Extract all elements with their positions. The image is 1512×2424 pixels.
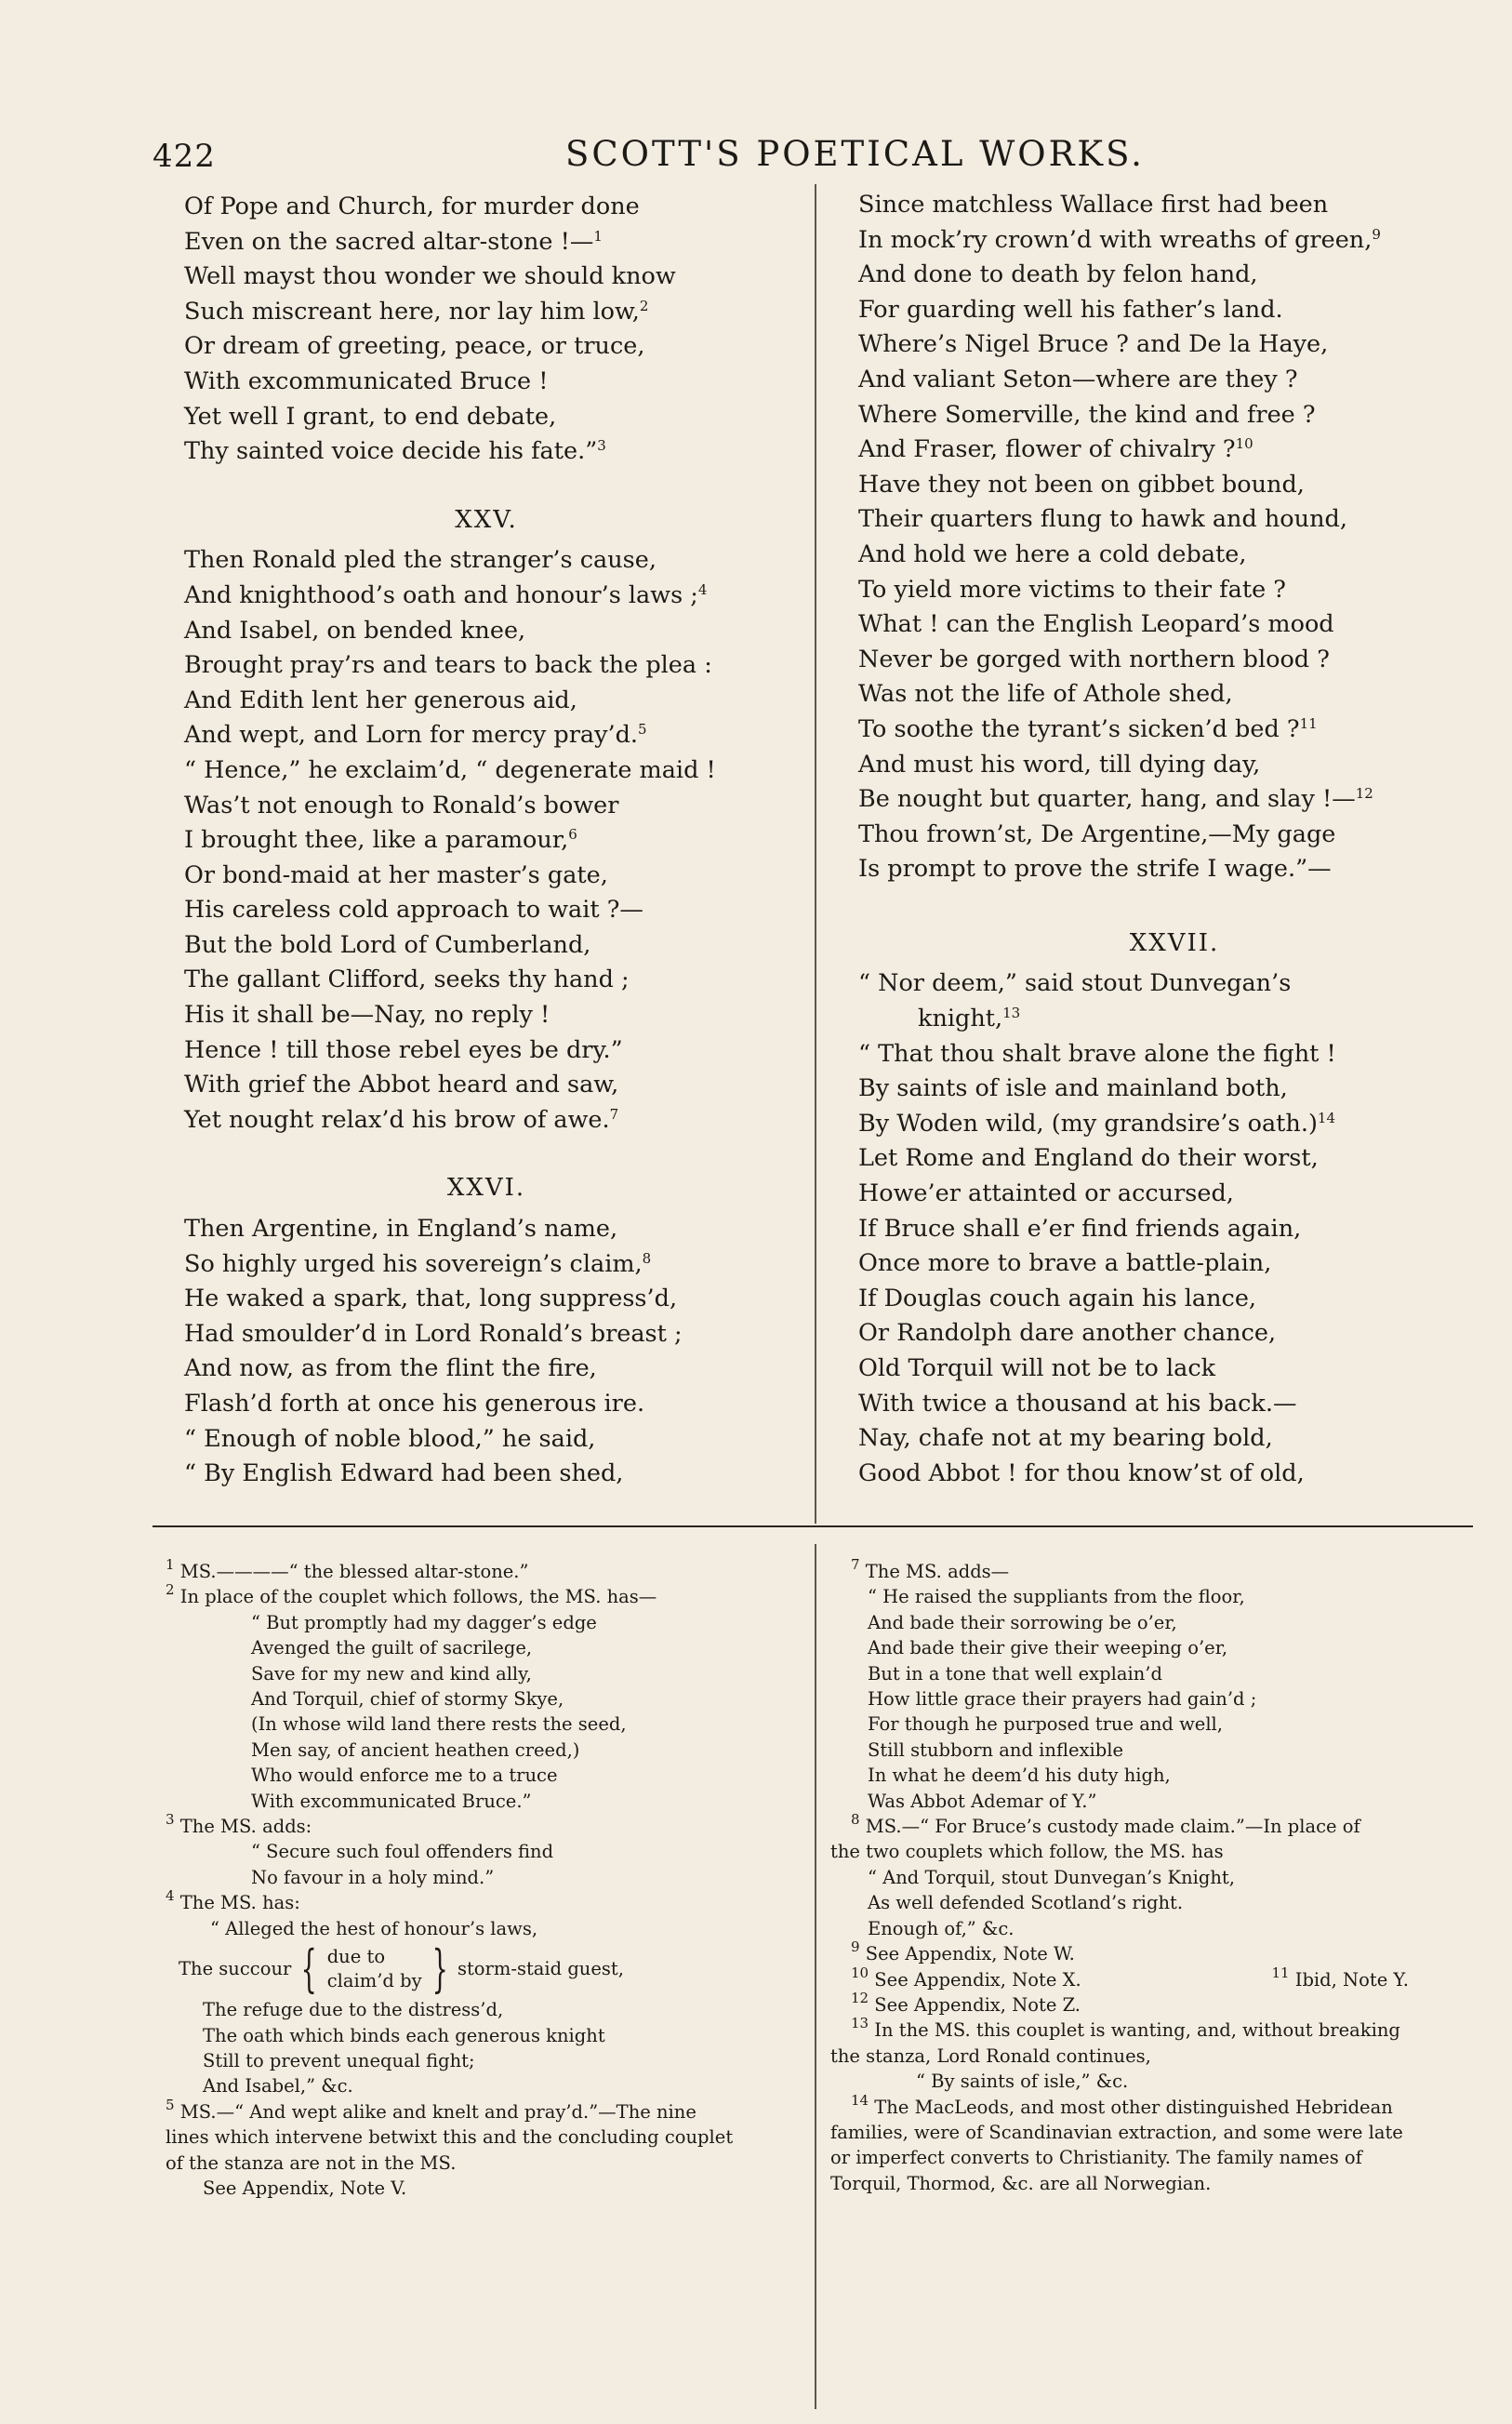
poem-line: [184, 893, 789, 928]
variant-option: claim’d by: [326, 1970, 422, 1992]
footnote-number: 11: [1271, 1964, 1290, 1981]
stanza-heading-xxv: XXV.: [455, 505, 518, 534]
right-brace-icon: }: [431, 1939, 448, 1999]
footnote-line: And Torquil, chief of stormy Skye,: [251, 1688, 564, 1711]
footnote-number: 5: [166, 2096, 175, 2113]
footnote-3: [166, 1811, 816, 1839]
poem-line-text: Even on the sacred altar-stone !—: [184, 227, 594, 256]
footnote-quote: [830, 1865, 1481, 1941]
poem-line-text: And valiant Seton—where are they ?: [858, 365, 1298, 393]
poem-line: [184, 1103, 789, 1139]
footnote-line: In what he deem’d his duty high,: [868, 1765, 1171, 1787]
footnote-6: See Appendix, Note V.: [203, 2177, 407, 2199]
stanza-heading-xxvi: XXVI.: [446, 1174, 526, 1203]
poem-line-text: With twice a thousand at his back.—: [858, 1389, 1297, 1418]
succour-variant: [166, 1941, 816, 1997]
footnote-quote: [830, 1584, 1481, 1814]
footnote-quote-line: “ Alleged the hest of honour’s laws,: [210, 1917, 538, 1939]
poem-line-text: Hence ! till those rebel eyes be dry.”: [184, 1035, 623, 1064]
poem-line: [858, 502, 1491, 538]
footnote-line: lines which intervene betwixt this and the concluding couplet: [166, 2126, 734, 2149]
poem-line: [184, 823, 789, 859]
footnote-ref: 4: [697, 580, 708, 598]
poem-line: [184, 718, 789, 753]
footnote-quote: [166, 1997, 816, 2099]
poem-line-text: His careless cold approach to wait ?—: [184, 896, 643, 925]
footnote-number: 2: [166, 1581, 175, 1599]
footnote-10: [851, 1964, 1081, 1992]
footnote-text: The MS. adds—: [865, 1561, 1010, 1582]
poem-line-text: With excommunicated Bruce !: [184, 366, 549, 395]
poem-line: [858, 607, 1491, 643]
footnote-line: of the stanza are not in the MS.: [166, 2151, 457, 2174]
poem-line: [858, 327, 1491, 363]
poem-line-text: And Edith lent her generous aid,: [184, 686, 577, 714]
footnote-line: or imperfect converts to Christianity. The family names of: [830, 2147, 1362, 2169]
poem-line: [184, 753, 789, 789]
poem-line: [184, 928, 789, 964]
poem-line-text: And Isabel, on bended knee,: [184, 616, 526, 645]
poem-line: [858, 573, 1491, 608]
poem-line-text: Yet well I grant, to end debate,: [184, 402, 557, 431]
poem-line-text: Let Rome and England do their worst,: [858, 1144, 1319, 1173]
footnote-line: With excommunicated Bruce.”: [251, 1790, 532, 1812]
poem-line: [184, 998, 789, 1033]
poem-line: [184, 1033, 789, 1069]
poem-line-text: Well mayst thou wonder we should know: [184, 262, 676, 291]
footnote-text: The MS. adds:: [179, 1816, 312, 1838]
footnote-line: For though he purposed true and well,: [868, 1713, 1223, 1736]
footnote-line: (In whose wild land there rests the seed,: [251, 1713, 627, 1736]
poem-line: [858, 363, 1491, 398]
poem-line: [184, 1387, 789, 1422]
footnote-line: No favour in a holy mind.”: [251, 1866, 495, 1888]
poem-line-text: “ By English Edward had been shed,: [184, 1459, 624, 1488]
poem-line-text: The gallant Clifford, seeks thy hand ;: [184, 966, 630, 994]
poem-line-text: Howe’er attainted or accursed,: [858, 1179, 1234, 1208]
poem-line-text: I brought thee, like a paramour,: [184, 826, 569, 855]
poem-line-text: Thou frown’st, De Argentine,—My gage: [858, 819, 1336, 848]
poem-line-text: And now, as from the flint the fire,: [184, 1354, 597, 1383]
poem-line: [184, 400, 789, 435]
poem-line: [858, 782, 1491, 818]
footnote-number: 4: [166, 1887, 175, 1905]
poem-line-text: “ Nor deem,” said stout Dunvegan’s: [858, 969, 1292, 998]
poem-line-text: Be nought but quarter, hang, and slay !—: [858, 785, 1356, 814]
poem-line: [858, 1246, 1491, 1282]
left-column: [184, 190, 789, 1492]
footnote-text: The MacLeods, and most other distinguished Hebridean: [874, 2096, 1393, 2118]
footnote-2: [166, 1581, 816, 1609]
footnotes-left: [166, 1556, 816, 2201]
footnote-line: Was Abbot Ademar of Y.”: [868, 1790, 1097, 1812]
poem-line: [184, 543, 789, 579]
poem-line-text: By saints of isle and mainland both,: [858, 1074, 1288, 1103]
poem-line-text: Since matchless Wallace first had been: [858, 191, 1329, 219]
poem-line-text: He waked a spark, that, long suppress’d,: [184, 1285, 678, 1313]
footnote-13: [830, 2015, 1481, 2043]
footnote-line: Avenged the guilt of sacrilege,: [251, 1637, 533, 1659]
poem-line-text: By Woden wild, (my grandsire’s oath.): [858, 1109, 1318, 1138]
poem-line: [858, 1282, 1491, 1317]
variant-label: The succour: [179, 1958, 292, 1980]
poem-line: [858, 852, 1491, 887]
footnote-quote: [166, 1610, 816, 1814]
footnote-ref: 3: [597, 437, 606, 455]
poem-line-text: But the bold Lord of Cumberland,: [184, 930, 591, 959]
poem-line-text: Never be gorged with northern blood ?: [858, 645, 1330, 673]
footnote-number: 3: [166, 1811, 175, 1829]
footnote-number: 14: [851, 2091, 869, 2109]
poem-line-text: Then Argentine, in England’s name,: [184, 1215, 618, 1244]
poem-line-text: Once more to brave a battle-plain,: [858, 1249, 1272, 1278]
poem-line-text: To soothe the tyrant’s sicken’d bed ?: [858, 714, 1300, 743]
variant-tail: storm-staid guest,: [457, 1958, 624, 1980]
poem-line-text: Where Somerville, the kind and free ?: [858, 400, 1316, 429]
footnote-line: Who would enforce me to a truce: [251, 1765, 558, 1787]
running-title: SCOTT'S POETICAL WORKS.: [565, 134, 1145, 174]
footnote-1: [166, 1556, 816, 1584]
poem-line-text: And wept, and Lorn for mercy pray’d.: [184, 721, 639, 750]
poem-line: [184, 329, 789, 365]
footnote-ref: 5: [638, 721, 647, 739]
footnote-text: MS.—“ For Bruce’s custody made claim.”—In place of: [865, 1816, 1360, 1838]
footnote-line: Save for my new and kind ally,: [251, 1662, 532, 1685]
footnote-line: And Isabel,” &c.: [203, 2075, 353, 2098]
poem-line: [184, 190, 789, 225]
left-brace-icon: {: [300, 1939, 318, 1999]
poem-line-text: For guarding well his father’s land.: [858, 295, 1283, 324]
poem-line-text: To yield more victims to their fate ?: [858, 575, 1286, 604]
footnote-number: 13: [851, 2015, 869, 2032]
footnote-text: Ibid, Note Y.: [1294, 1968, 1409, 1991]
poem-line: [184, 260, 789, 295]
poem-line: [184, 434, 789, 470]
poem-line-text: And must his word, till dying day,: [858, 750, 1261, 779]
footnote-line: Enough of,” &c.: [868, 1917, 1015, 1939]
poem-line: [858, 258, 1491, 293]
poem-line-text: Was’t not enough to Ronald’s bower: [184, 791, 619, 819]
footnote-12: [830, 1989, 1481, 2018]
footnote-line: As well defended Scotland’s right.: [868, 1892, 1184, 1914]
footnote-text: See Appendix, Note W.: [865, 1943, 1075, 1965]
footnote-14: [830, 2091, 1481, 2120]
poem-line-text: Their quarters flung to hawk and hound,: [858, 505, 1347, 534]
poem-line: [858, 1316, 1491, 1352]
footnote-line: Still to prevent unequal fight;: [203, 2049, 475, 2071]
poem-line: [858, 643, 1491, 678]
poem-line: [858, 1037, 1491, 1072]
poem-line: [184, 1317, 789, 1352]
poem-line-text: And hold we here a cold debate,: [858, 539, 1247, 568]
poem-line: [858, 1141, 1491, 1177]
footnote-11: [1271, 1964, 1409, 1992]
footnote-number: 10: [851, 1964, 869, 1981]
poem-line-text: Nay, chafe not at my bearing bold,: [858, 1424, 1273, 1453]
stanza-heading-xxvii: XXVII.: [1129, 928, 1220, 957]
footnote-4: [166, 1887, 816, 1915]
footnote-ref: 11: [1299, 714, 1318, 732]
footnote-line: How little grace their prayers had gain’d ;: [868, 1688, 1257, 1711]
footnote-number: 8: [851, 1811, 860, 1829]
footnote-line: “ He raised the suppliants from the floor,: [868, 1586, 1245, 1608]
footnote-9: [830, 1938, 1481, 1966]
stanza-xxv: [184, 543, 789, 1138]
footnote-text: See Appendix, Note X.: [874, 1968, 1081, 1991]
poem-line: [858, 1107, 1491, 1142]
footnote-text: In the MS. this couplet is wanting, and, without breaking: [874, 2019, 1400, 2042]
poem-line: [858, 677, 1491, 713]
footnote-continuation: [830, 2120, 1481, 2196]
poem-line-text: With grief the Abbot heard and saw,: [184, 1071, 619, 1099]
poem-line: [858, 538, 1491, 573]
poem-line-text: Brought pray’rs and tears to back the plea :: [184, 651, 712, 680]
footnote-ref: 14: [1317, 1109, 1335, 1126]
poem-line-text: What ! can the English Leopard’s mood: [858, 610, 1334, 639]
poem-line: [858, 1072, 1491, 1107]
footnote-line: The oath which binds each generous knight: [203, 2024, 605, 2046]
poem-line-text: Of Pope and Church, for murder done: [184, 193, 640, 220]
poem-line-text: Such miscreant here, nor lay him low,: [184, 297, 640, 326]
poem-line: [858, 398, 1491, 433]
poem-line-text: Or Randolph dare another chance,: [858, 1319, 1277, 1348]
poem-line-text: Is prompt to prove the strife I wage.”—: [858, 855, 1332, 884]
poem-line: [858, 966, 1491, 1002]
poem-line: [858, 468, 1491, 503]
poem-line: [184, 614, 789, 649]
footnote-text: The MS. has:: [179, 1892, 300, 1914]
poem-line: [184, 684, 789, 719]
footnote-continuation: [166, 2124, 816, 2176]
poem-line-text: So highly urged his sovereign’s claim,: [184, 1249, 643, 1278]
footnote-8: [830, 1811, 1481, 1839]
poem-line-text: And knighthood’s oath and honour’s laws ;: [184, 580, 698, 609]
footnote-text: In place of the couplet which follows, the MS. has—: [179, 1586, 657, 1608]
footnote-line: But in a tone that well explain’d: [868, 1662, 1162, 1685]
poem-line-text: And Fraser, flower of chivalry ?: [858, 435, 1236, 464]
poem-line-text: Yet nought relax’d his brow of awe.: [184, 1105, 610, 1134]
poem-line-text: Then Ronald pled the stranger’s cause,: [184, 546, 657, 575]
footnotes-right: [830, 1556, 1481, 2196]
footnote-line: “ And Torquil, stout Dunvegan’s Knight,: [868, 1866, 1235, 1888]
footnote-number: 12: [851, 1989, 869, 2006]
stanza-xxvii: [858, 1037, 1491, 1492]
poem-line: [858, 748, 1491, 783]
poem-line-text: Where’s Nigel Bruce ? and De la Haye,: [858, 330, 1329, 359]
poem-line: [858, 818, 1491, 853]
poem-line: [184, 648, 789, 684]
poem-line: [858, 1457, 1491, 1492]
footnote-line: Men say, of ancient heathen creed,): [251, 1738, 580, 1761]
stanza-xxvi: [184, 1212, 789, 1492]
poem-line-text: Good Abbot ! for thou know’st of old,: [858, 1458, 1305, 1487]
footnote-line: Torquil, Thormod, &c. are all Norwegian.: [830, 2172, 1212, 2194]
footnote-line: “ But promptly had my dagger’s edge: [251, 1611, 597, 1633]
poem-line: [184, 1422, 789, 1458]
footnote-number: 7: [851, 1556, 860, 1573]
poem-line-text: Had smoulder’d in Lord Ronald’s breast ;: [184, 1319, 683, 1348]
poem-line-text: Flash’d forth at once his generous ire.: [184, 1390, 645, 1418]
footnote-7: [830, 1556, 1481, 1584]
footnote-ref: 1: [593, 227, 603, 245]
poem-line: [184, 295, 789, 330]
page-number: 422: [153, 138, 216, 175]
poem-line-text: If Douglas couch again his lance,: [858, 1284, 1257, 1312]
poem-line-text: His it shall be—Nay, no reply !: [184, 1001, 550, 1030]
variant-option: due to: [326, 1946, 386, 1968]
footnote-line: And bade their give their weeping o’er,: [868, 1637, 1228, 1659]
poem-line-text: In mock’ry crown’d with wreaths of green,: [858, 225, 1373, 254]
opening-lines: [184, 190, 789, 470]
footnote-line: And bade their sorrowing be o’er,: [868, 1611, 1177, 1633]
poem-line: [184, 1457, 789, 1492]
footnote-quote: [166, 1839, 816, 1890]
right-column: [858, 188, 1491, 1491]
footnote-ref: 2: [639, 297, 649, 314]
footnote-5: [166, 2096, 816, 2124]
poem-line: [858, 223, 1491, 259]
footnote-line: families, were of Scandinavian extraction, and some were late: [830, 2121, 1403, 2143]
footnote-quote-line: “ By saints of isle,” &c.: [916, 2071, 1129, 2093]
poem-line: [858, 713, 1491, 748]
poem-line: [184, 1212, 789, 1247]
poem-line: [858, 1421, 1491, 1457]
footnote-continuation: the two couplets which follow, the MS. has: [830, 1841, 1224, 1863]
poem-line: [184, 789, 789, 824]
footnote-ref: 8: [642, 1249, 652, 1267]
poem-line: [858, 1387, 1491, 1422]
footnote-ref: 6: [568, 826, 577, 844]
footnote-ref: 10: [1235, 435, 1253, 453]
poem-line: [184, 1282, 789, 1317]
poem-line: [184, 963, 789, 998]
poem-line: [858, 1002, 1491, 1037]
poem-line-text: Thy sainted voice decide his fate.”: [184, 437, 598, 466]
footnote-line: “ Secure such foul offenders find: [251, 1841, 554, 1863]
poem-line-text: Have they not been on gibbet bound,: [858, 470, 1305, 499]
poem-line: [858, 293, 1491, 328]
footnote-text: MS.————“ the blessed altar-stone.”: [179, 1561, 529, 1582]
footnote-divider: [153, 1525, 1473, 1527]
footnote-10-11: [830, 1964, 1409, 1992]
footnote-line: Still stubborn and inflexible: [868, 1738, 1123, 1761]
poem-line: [858, 1352, 1491, 1387]
footnote-text: MS.—“ And wept alike and knelt and pray’d.”—The nine: [179, 2100, 696, 2123]
poem-line: [184, 225, 789, 260]
poem-line: [184, 1247, 789, 1283]
footnote-ref: 13: [1002, 1005, 1021, 1022]
poem-line-text: “ Enough of noble blood,” he said,: [184, 1424, 596, 1453]
poem-line-text: “ That thou shalt brave alone the fight !: [858, 1039, 1336, 1068]
poem-line: [858, 1212, 1491, 1247]
footnote-ref: 7: [609, 1105, 619, 1123]
poem-line-text: Old Torquil will not be to lack: [858, 1354, 1216, 1382]
variant-options: [327, 1945, 422, 1993]
footnote-number: 1: [166, 1556, 175, 1573]
poem-line-text: Was not the life of Athole shed,: [858, 680, 1233, 709]
poem-line: [858, 433, 1491, 468]
poem-line-text: If Bruce shall e’er find friends again,: [858, 1214, 1302, 1243]
continued-lines: [858, 188, 1491, 887]
footnote-ref: 12: [1355, 785, 1373, 803]
poem-line: [184, 579, 789, 614]
poem-line-text: Or bond-maid at her master’s gate,: [184, 860, 608, 889]
poem-line: [184, 365, 789, 400]
poem-line: [184, 1352, 789, 1387]
poem-line-text: And done to death by felon hand,: [858, 260, 1258, 289]
poem-line: [858, 188, 1491, 223]
column-rule: [815, 184, 816, 1524]
footnote-line: The refuge due to the distress’d,: [203, 1999, 504, 2021]
poem-line: [184, 1068, 789, 1103]
footnote-continuation: the stanza, Lord Ronald continues,: [830, 2044, 1151, 2067]
poem-line-text: knight,: [918, 1005, 1003, 1033]
footnote-ref: 9: [1372, 225, 1381, 243]
footnote-text: See Appendix, Note Z.: [874, 1993, 1081, 2016]
poem-line-text: “ Hence,” he exclaim’d, “ degenerate maid !: [184, 755, 716, 784]
poem-line-text: Or dream of greeting, peace, or truce,: [184, 332, 645, 361]
footnote-number: 9: [851, 1938, 860, 1956]
poem-line: [858, 1177, 1491, 1212]
poem-line: [184, 859, 789, 894]
